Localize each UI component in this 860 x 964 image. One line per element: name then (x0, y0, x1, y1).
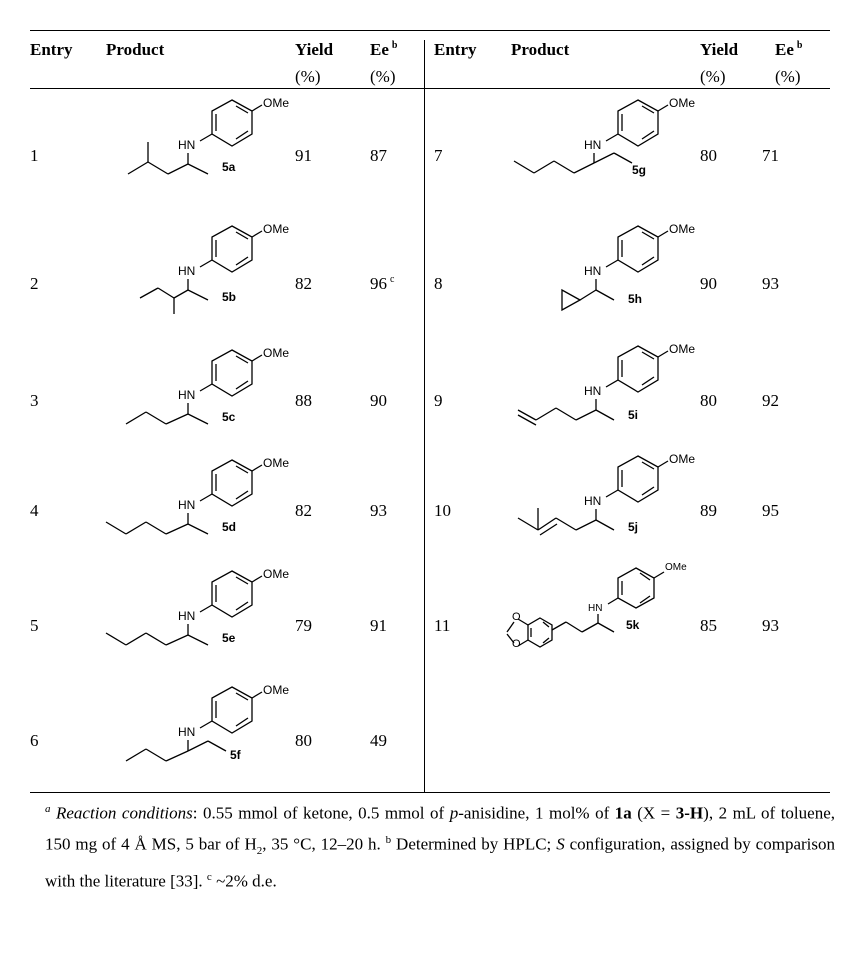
header-ee-left: Ee $^b$ (370, 40, 398, 59)
compound-label: 5j (628, 520, 639, 534)
methoxy-label: OMe (669, 96, 696, 110)
methoxy-label: OMe (263, 222, 290, 236)
entry-cell: 4 (30, 501, 39, 520)
compound-label: 5g (632, 163, 647, 177)
yield-cell: 80 (295, 731, 312, 750)
footnote-a-text4: ), 2 mL of toluene, 150 mg of 4 Å MS, 5 bar of H (45, 803, 835, 854)
yield-cell: 88 (295, 391, 312, 410)
table-footnote (45, 796, 835, 894)
amine-label: HN (178, 388, 196, 402)
yield-cell: 79 (295, 616, 312, 635)
compound-label: 5d (222, 520, 237, 534)
footnote-b-italic-s: S (556, 834, 565, 854)
entry-cell: 5 (30, 616, 39, 635)
yield-cell: 85 (700, 616, 717, 635)
footnote-b-text2: configuration, assigned by comparison with the literature [33]. (45, 834, 835, 891)
footnote-a-text2: -anisidine, 1 mol% of (458, 803, 615, 823)
header-yield-unit-left: (%) (295, 67, 321, 86)
entry-cell: 10 (434, 501, 451, 520)
amine-label: HN (178, 498, 196, 512)
header-product-right: Product (511, 40, 570, 59)
header-ee-unit-left: (%) (370, 67, 396, 86)
compound-label: 5k (626, 618, 640, 632)
yield-cell: 82 (295, 274, 312, 293)
yield-cell: 80 (700, 146, 717, 165)
methoxy-label: OMe (669, 452, 696, 466)
footnote-a-text3: (X = (631, 803, 676, 823)
amine-label: HN (178, 264, 196, 278)
amine-label: HN (584, 494, 602, 508)
header-entry-right: Entry (434, 40, 477, 59)
compound-label: 5e (222, 631, 236, 645)
methoxy-label: OMe (669, 222, 696, 236)
footnote-a-italic-p: p (449, 803, 459, 823)
header-ee-right: Ee $^b$ (775, 40, 803, 59)
header-ee-unit-right: (%) (775, 67, 801, 86)
compound-label: 5h (628, 292, 643, 306)
amine-label: HN (584, 384, 602, 398)
yield-cell: 89 (700, 501, 717, 520)
amine-label: HN (178, 609, 196, 623)
footnote-c-mark: c (206, 870, 212, 883)
footnote-b-text1: Determined by HPLC; (391, 834, 557, 854)
ee-cell: 93 (762, 616, 779, 635)
entry-cell: 6 (30, 731, 39, 750)
methoxy-label: OMe (669, 342, 696, 356)
ee-footnote-mark: c (390, 274, 395, 286)
entry-cell: 8 (434, 274, 443, 293)
oxygen-label: O (512, 638, 521, 650)
ee-cell: 87 (370, 146, 387, 165)
methoxy-label: OMe (263, 567, 290, 581)
methoxy-label: OMe (263, 456, 290, 470)
compound-label: 5f (230, 748, 241, 762)
oxygen-label: O (512, 611, 521, 623)
yield-cell: 80 (700, 391, 717, 410)
ee-cell: 71 (762, 146, 779, 165)
compound-label: 5b (222, 290, 237, 304)
methoxy-label: OMe (263, 346, 290, 360)
methoxy-label: OMe (263, 683, 290, 697)
footnote-a-catalyst: 1a (614, 803, 632, 823)
compound-label: 5i (628, 408, 639, 422)
ee-cell: 96 $^c$ (370, 274, 395, 293)
compound-label: 5a (222, 160, 236, 174)
footnote-c-text: ~2% d.e. (211, 871, 277, 891)
yield-cell: 91 (295, 146, 312, 165)
footnote-a-sub2: 2 (256, 844, 263, 857)
entry-cell: 9 (434, 391, 443, 410)
amine-label: HN (178, 725, 196, 739)
ee-cell: 93 (370, 501, 387, 520)
amine-label: HN (584, 264, 602, 278)
header-product-left: Product (106, 40, 165, 59)
ee-cell: 90 (370, 391, 387, 410)
methoxy-label: OMe (665, 562, 687, 573)
ee-cell: 91 (370, 616, 387, 635)
footnote-a-x: 3-H (675, 803, 704, 823)
entry-cell: 11 (434, 616, 451, 635)
compound-label: 5c (222, 410, 236, 424)
ee-cell: 92 (762, 391, 779, 410)
footnote-b-mark: b (385, 833, 392, 846)
entry-cell: 1 (30, 146, 39, 165)
footnote-a-text1: : 0.55 mmol of ketone, 0.5 mmol of (192, 803, 450, 823)
entry-cell: 3 (30, 391, 39, 410)
amine-label: HN (588, 603, 603, 614)
amine-label: HN (178, 138, 196, 152)
header-entry-left: Entry (30, 40, 73, 59)
ee-cell: 49 (370, 731, 387, 750)
header-yield-unit-right: (%) (700, 67, 726, 86)
amine-label: HN (584, 138, 602, 152)
header-yield-right: Yield (700, 40, 739, 59)
methoxy-label: OMe (263, 96, 290, 110)
ee-cell: 95 (762, 501, 779, 520)
header-yield-left: Yield (295, 40, 334, 59)
yield-cell: 82 (295, 501, 312, 520)
entry-cell: 2 (30, 274, 39, 293)
footnote-a-text5: , 35 °C, 12–20 h. (262, 834, 386, 854)
ee-cell: 93 (762, 274, 779, 293)
entry-cell: 7 (434, 146, 443, 165)
footnote-a-label: Reaction conditions (56, 803, 193, 823)
footnote-a-mark: a (45, 803, 51, 815)
yield-cell: 90 (700, 274, 717, 293)
